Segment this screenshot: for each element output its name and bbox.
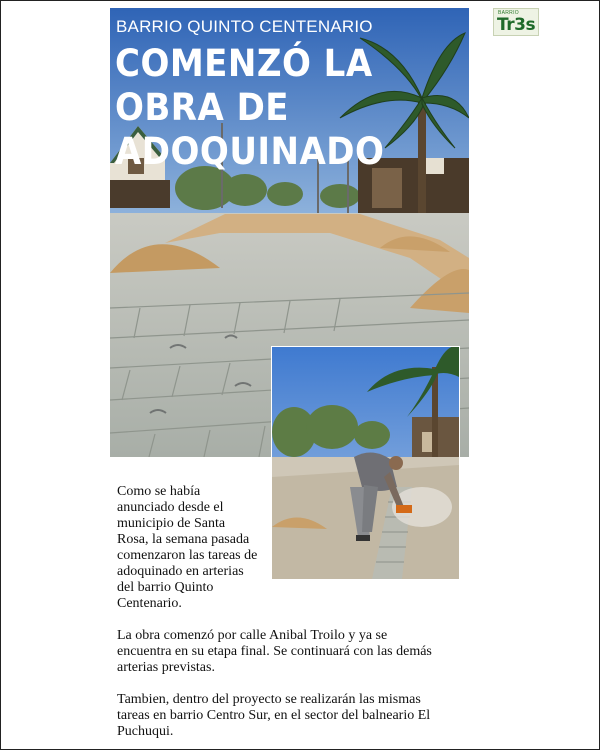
- section-kicker: BARRIO QUINTO CENTENARIO: [116, 17, 373, 36]
- article-body: [117, 484, 477, 740]
- article-paragraph: Como se había anunciado desde el municipio de Santa Rosa, la semana pasada comenzaron las tareas de adoquinado en arterias del barrio Quinto Centenario.: [117, 484, 258, 611]
- logo-text: Tr3s: [497, 15, 536, 35]
- article-paragraph: Tambien, dentro del proyecto se realizarán las mismas tareas en barrio Centro Sur, en el sector del balneario El Puchuqui.: [117, 692, 431, 739]
- article-paragraph: La obra comenzó por calle Anibal Troilo y ya se encuentra en su etapa final. Se continuará con las demás arterias previstas.: [117, 628, 432, 675]
- barrio-tres-logo: [493, 8, 539, 36]
- logo-small-text: BARRIO: [498, 10, 519, 16]
- article-headline: COMENZÓ LA OBRA DE ADOQUINADO: [115, 42, 385, 173]
